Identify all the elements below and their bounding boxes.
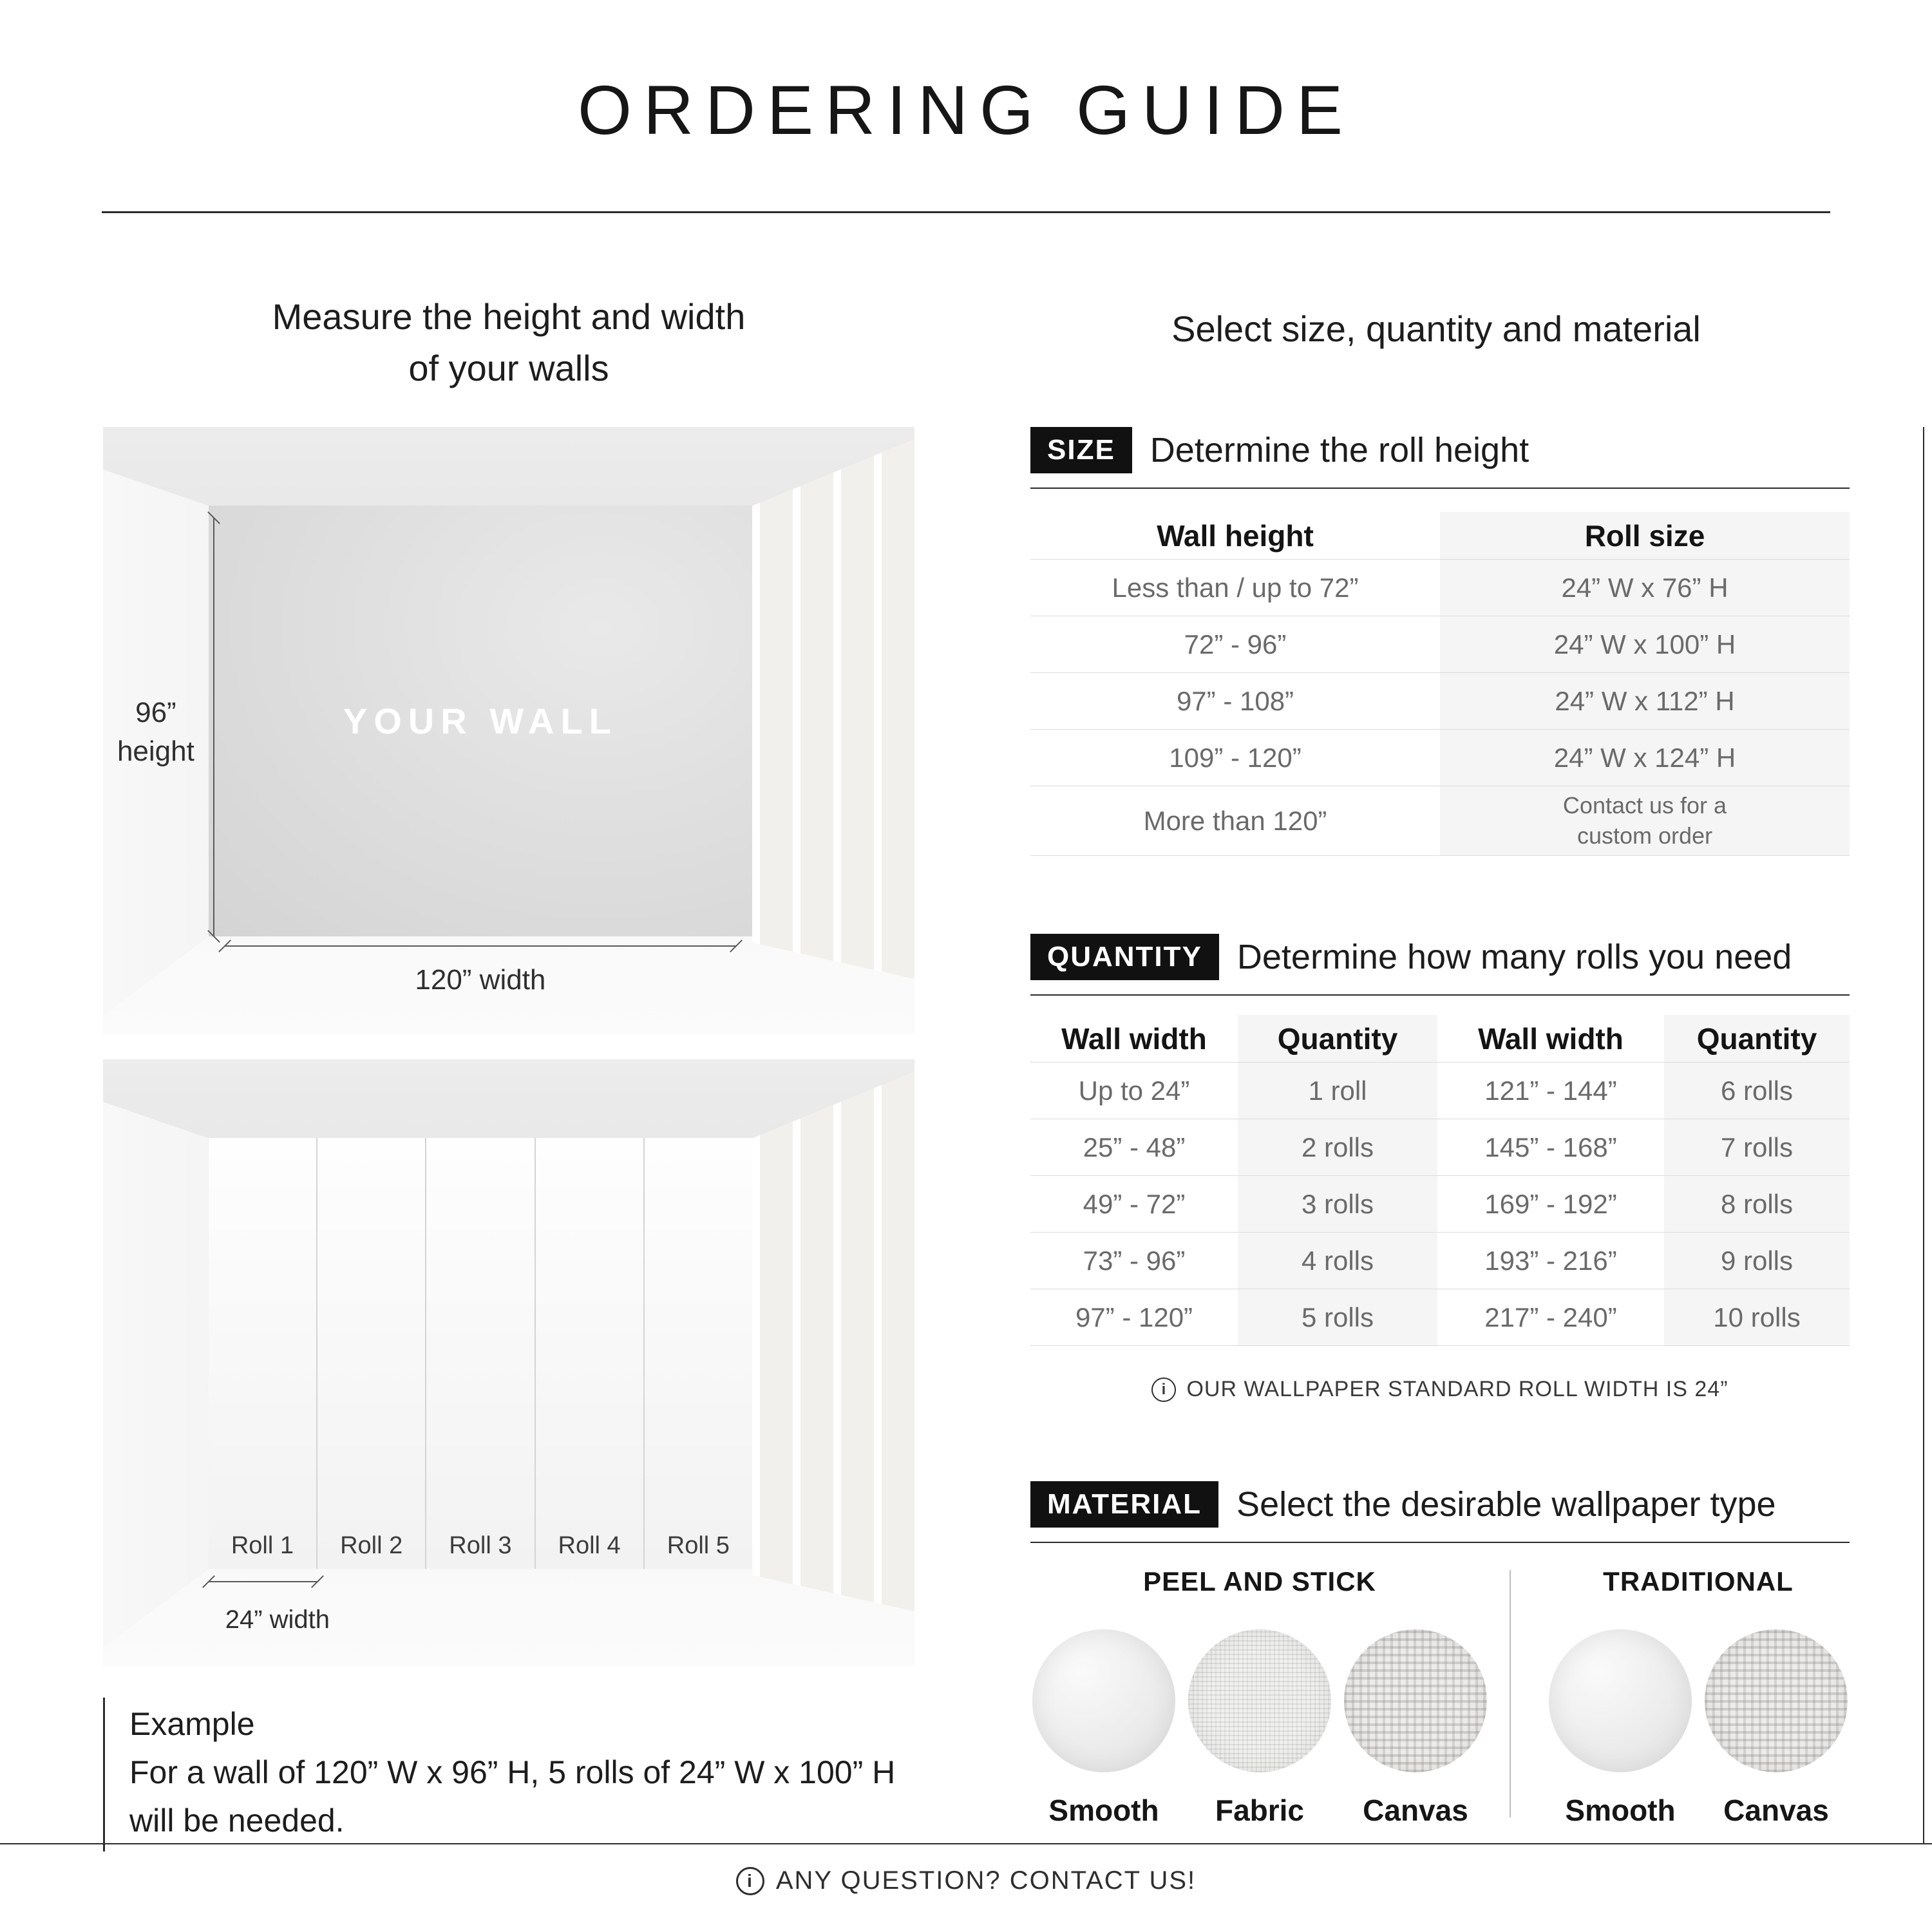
roll-width-dimension-label: 24” width [225, 1605, 330, 1634]
roll-panel [645, 1138, 752, 1569]
width-dimension-label: 120” width [415, 963, 546, 996]
table-cell: 24” W x 112” H [1440, 673, 1850, 730]
smooth-texture-icon [1032, 1629, 1175, 1772]
roll-width-note [1030, 1377, 1850, 1402]
roll-panel [317, 1138, 426, 1569]
table-cell: 217” - 240” [1437, 1289, 1664, 1346]
table-cell: 72” - 96” [1030, 616, 1440, 673]
swatch-label: Smooth [1048, 1794, 1159, 1827]
roll-panel [426, 1138, 535, 1569]
custom-order-note: Contact us for a custom order [1562, 791, 1727, 849]
room-illustration-rolls [103, 1059, 914, 1666]
swatch-label: Smooth [1565, 1794, 1676, 1827]
quantity-subtitle: Determine how many rolls you need [1236, 938, 1792, 976]
select-heading: Select size, quantity and material [1171, 308, 1701, 349]
example-line1: For a wall of 120” W x 96” H, 5 rolls of 24” W x 100” H [129, 1754, 896, 1790]
swatch-fabric [1188, 1629, 1331, 1828]
quantity-section-header [1030, 934, 1850, 996]
table-cell: 109” - 120” [1030, 730, 1440, 786]
table-cell: 49” - 72” [1030, 1176, 1238, 1233]
table-cell: 193” - 216” [1437, 1233, 1664, 1289]
measure-heading-line1: Measure the height and width [272, 296, 746, 337]
table-cell: 97” - 120” [1030, 1289, 1238, 1346]
table-cell: Up to 24” [1030, 1063, 1238, 1119]
roll-panels [209, 1138, 752, 1569]
table-cell: 24” W x 124” H [1440, 730, 1850, 786]
room-window [752, 1059, 914, 1666]
material-badge: MATERIAL [1030, 1481, 1218, 1528]
table-cell: 97” - 108” [1030, 673, 1440, 730]
room-back-wall [209, 506, 752, 936]
table-cell: 25” - 48” [1030, 1119, 1238, 1176]
width-dimension-line [225, 945, 736, 947]
material-group-divider [1510, 1570, 1511, 1817]
roll-label: Roll 3 [449, 1532, 512, 1560]
swatch-row [1547, 1629, 1850, 1828]
size-subtitle: Determine the roll height [1150, 431, 1530, 469]
group-title: TRADITIONAL [1603, 1566, 1794, 1596]
quantity-table [1030, 1015, 1850, 1346]
swatch-smooth [1549, 1629, 1692, 1828]
height-dimension-line [213, 518, 214, 936]
footer-divider [0, 1843, 1932, 1844]
table-cell [1440, 786, 1850, 856]
material-subtitle: Select the desirable wallpaper type [1236, 1485, 1776, 1524]
qty-col-quantity-2: Quantity [1664, 1015, 1850, 1063]
table-cell: 8 rolls [1664, 1176, 1850, 1233]
swatch-label: Fabric [1215, 1794, 1305, 1827]
size-badge: SIZE [1030, 427, 1132, 473]
swatch-canvas [1344, 1629, 1487, 1828]
table-cell: 9 rolls [1664, 1233, 1850, 1289]
canvas-texture-icon [1344, 1629, 1487, 1772]
quantity-badge: QUANTITY [1030, 934, 1219, 980]
table-cell: 121” - 144” [1437, 1063, 1664, 1119]
measure-heading [103, 291, 914, 393]
swatch-label: Canvas [1363, 1794, 1468, 1827]
height-word: height [117, 735, 194, 767]
roll-panel [209, 1138, 317, 1569]
size-col-wall-height: Wall height [1030, 512, 1440, 560]
example-note [103, 1698, 895, 1852]
material-group-peel-and-stick [1030, 1566, 1489, 1828]
table-cell: 73” - 96” [1030, 1233, 1238, 1289]
your-wall-label: YOUR WALL [343, 701, 618, 742]
height-dimension-label [107, 694, 204, 770]
swatch-smooth [1032, 1629, 1175, 1828]
table-cell: 145” - 168” [1437, 1119, 1664, 1176]
footer-text: ANY QUESTION? CONTACT US! [775, 1866, 1197, 1895]
size-section-header [1030, 427, 1850, 489]
group-title: PEEL AND STICK [1143, 1566, 1376, 1596]
table-cell: 24” W x 100” H [1440, 616, 1850, 673]
swatch-row [1030, 1629, 1489, 1828]
roll-label: Roll 5 [667, 1532, 730, 1560]
size-table [1030, 512, 1850, 856]
footer-contact [0, 1866, 1932, 1895]
canvas-texture-icon [1705, 1629, 1848, 1772]
material-group-traditional [1547, 1566, 1850, 1828]
swatch-label: Canvas [1723, 1794, 1829, 1827]
qty-col-quantity-1: Quantity [1238, 1015, 1437, 1063]
table-cell: 3 rolls [1238, 1176, 1437, 1233]
room-illustration-wall [103, 427, 914, 1034]
table-cell: 5 rolls [1238, 1289, 1437, 1346]
table-cell: 24” W x 76” H [1440, 560, 1850, 616]
fabric-texture-icon [1188, 1629, 1331, 1772]
qty-col-wall-width-1: Wall width [1030, 1015, 1238, 1063]
example-title: Example [129, 1706, 255, 1742]
table-cell: More than 120” [1030, 786, 1440, 856]
table-cell: 2 rolls [1238, 1119, 1437, 1176]
height-value: 96” [135, 697, 176, 729]
right-edge-rule [1923, 427, 1924, 1843]
example-line2: will be needed. [129, 1803, 345, 1839]
roll-label: Roll 4 [558, 1532, 621, 1560]
roll-note-text: OUR WALLPAPER STANDARD ROLL WIDTH IS 24” [1186, 1377, 1728, 1401]
roll-label: Roll 1 [231, 1532, 294, 1560]
title-divider [102, 211, 1830, 213]
swatch-canvas [1705, 1629, 1848, 1828]
table-cell: 7 rolls [1664, 1119, 1850, 1176]
info-icon: i [736, 1867, 764, 1895]
roll-panel [536, 1138, 645, 1569]
table-cell: Less than / up to 72” [1030, 560, 1440, 616]
table-cell: 4 rolls [1238, 1233, 1437, 1289]
info-icon: i [1151, 1378, 1176, 1402]
roll-label: Roll 2 [340, 1532, 403, 1560]
qty-col-wall-width-2: Wall width [1437, 1015, 1664, 1063]
room-window [752, 427, 914, 1034]
smooth-texture-icon [1549, 1629, 1692, 1772]
material-section-header [1030, 1481, 1850, 1543]
page-title: ORDERING GUIDE [577, 71, 1355, 149]
roll-width-dimension-line [209, 1581, 317, 1582]
material-groups [1030, 1566, 1850, 1828]
table-cell: 6 rolls [1664, 1063, 1850, 1119]
table-cell: 10 rolls [1664, 1289, 1850, 1346]
measure-heading-line2: of your walls [408, 347, 609, 388]
table-cell: 1 roll [1238, 1063, 1437, 1119]
size-col-roll-size: Roll size [1440, 512, 1850, 560]
table-cell: 169” - 192” [1437, 1176, 1664, 1233]
